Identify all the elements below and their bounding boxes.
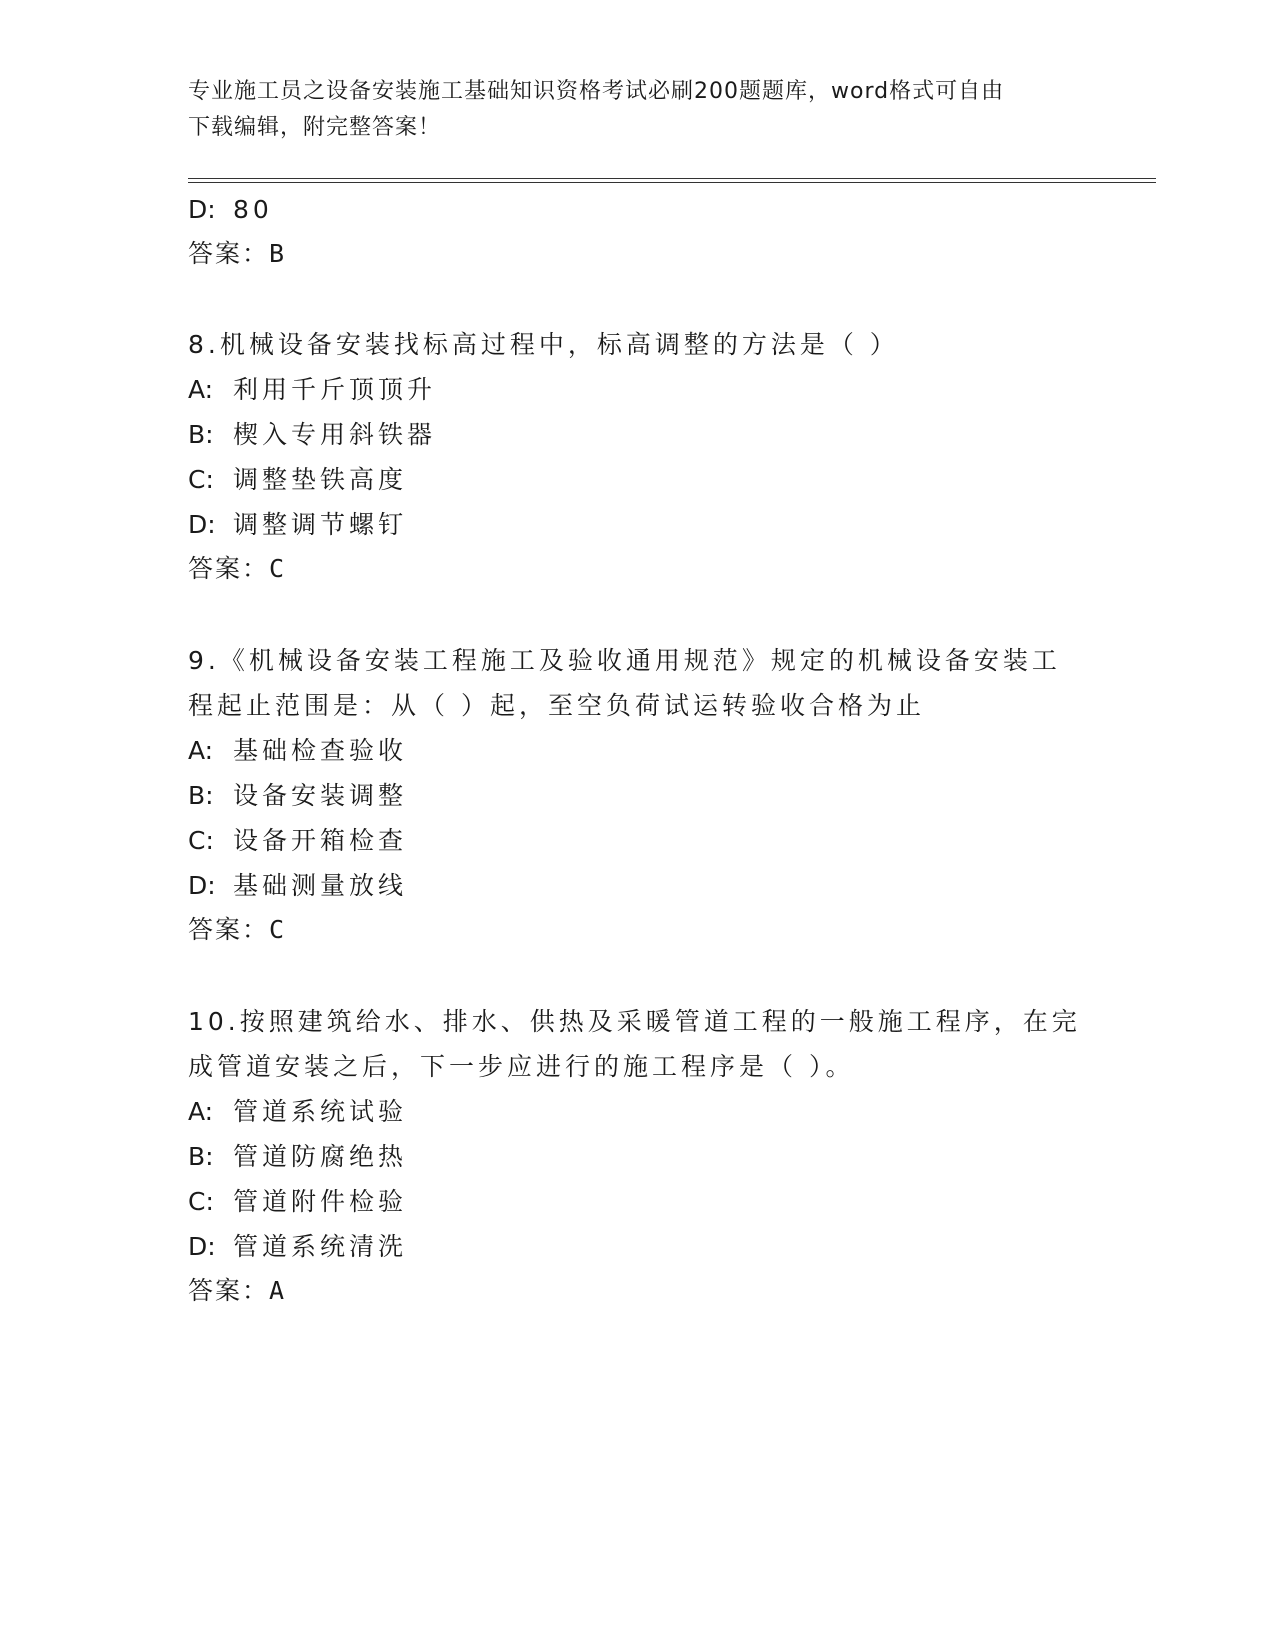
q9-option-a (188, 735, 407, 767)
q8-option-d (188, 509, 407, 541)
answer-label: 答案： (188, 915, 270, 944)
option-letter: D: (188, 1232, 216, 1261)
option-text: 80 (233, 195, 273, 224)
header-line-1: 专业施工员之设备安装施工基础知识资格考试必刷200题题库，word格式可自由 (188, 79, 1005, 104)
answer-value: A (269, 1276, 285, 1305)
q8-option-c (188, 464, 407, 496)
q10-option-d (188, 1231, 407, 1263)
option-letter: C: (188, 826, 214, 855)
option-text: 基础检查验收 (233, 736, 408, 765)
header-divider-top (188, 178, 1156, 179)
answer-label: 答案： (188, 239, 270, 268)
option-text: 利用千斤顶顶升 (233, 375, 437, 404)
q10-option-b (188, 1141, 407, 1173)
q8-option-b (188, 419, 436, 451)
q9-option-d (188, 870, 407, 902)
answer-label: 答案： (188, 554, 270, 583)
option-letter: B: (188, 781, 214, 810)
answer-value: C (269, 554, 285, 583)
header-divider-bottom (188, 182, 1156, 183)
answer-label: 答案： (188, 1276, 270, 1305)
option-letter: B: (188, 420, 214, 449)
option-text: 基础测量放线 (233, 871, 408, 900)
document-header (188, 74, 1068, 146)
q10-stem-line-2: 成管道安装之后，下一步应进行的施工程序是（ ）。 (188, 1052, 855, 1081)
q9-stem-line-2: 程起止范围是：从（ ）起，至空负荷试运转验收合格为止 (188, 691, 925, 720)
q8-stem: 8.机械设备安装找标高过程中，标高调整的方法是（ ） (188, 330, 899, 359)
option-letter: D: (188, 510, 216, 539)
q9-stem-line-1: 9.《机械设备安装工程施工及验收通用规范》规定的机械设备安装工 (188, 646, 1061, 675)
prev-answer (188, 238, 284, 270)
answer-value: C (269, 915, 285, 944)
option-letter: A: (188, 1097, 214, 1126)
option-letter: B: (188, 1142, 214, 1171)
option-letter: A: (188, 736, 214, 765)
option-letter: D: (188, 195, 216, 224)
q9-answer (188, 914, 284, 946)
option-text: 设备安装调整 (233, 781, 408, 810)
option-text: 设备开箱检查 (233, 826, 408, 855)
prev-option-d (188, 194, 273, 226)
q10-answer (188, 1275, 284, 1307)
q10-stem-line-1: 10.按照建筑给水、排水、供热及采暖管道工程的一般施工程序，在完 (188, 1007, 1081, 1036)
option-letter: A: (188, 375, 214, 404)
option-text: 管道附件检验 (233, 1187, 408, 1216)
q8-answer (188, 553, 284, 585)
q8-option-a (188, 374, 436, 406)
option-text: 调整调节螺钉 (233, 510, 408, 539)
q9-option-c (188, 825, 407, 857)
answer-value: B (269, 239, 285, 268)
header-line-2: 下载编辑，附完整答案！ (188, 115, 442, 140)
option-letter: D: (188, 871, 216, 900)
option-text: 调整垫铁高度 (233, 465, 408, 494)
option-letter: C: (188, 1187, 214, 1216)
q10-option-a (188, 1096, 407, 1128)
q10-option-c (188, 1186, 407, 1218)
q9-option-b (188, 780, 407, 812)
option-text: 楔入专用斜铁器 (233, 420, 437, 449)
option-letter: C: (188, 465, 214, 494)
option-text: 管道防腐绝热 (233, 1142, 408, 1171)
option-text: 管道系统试验 (233, 1097, 408, 1126)
option-text: 管道系统清洗 (233, 1232, 408, 1261)
